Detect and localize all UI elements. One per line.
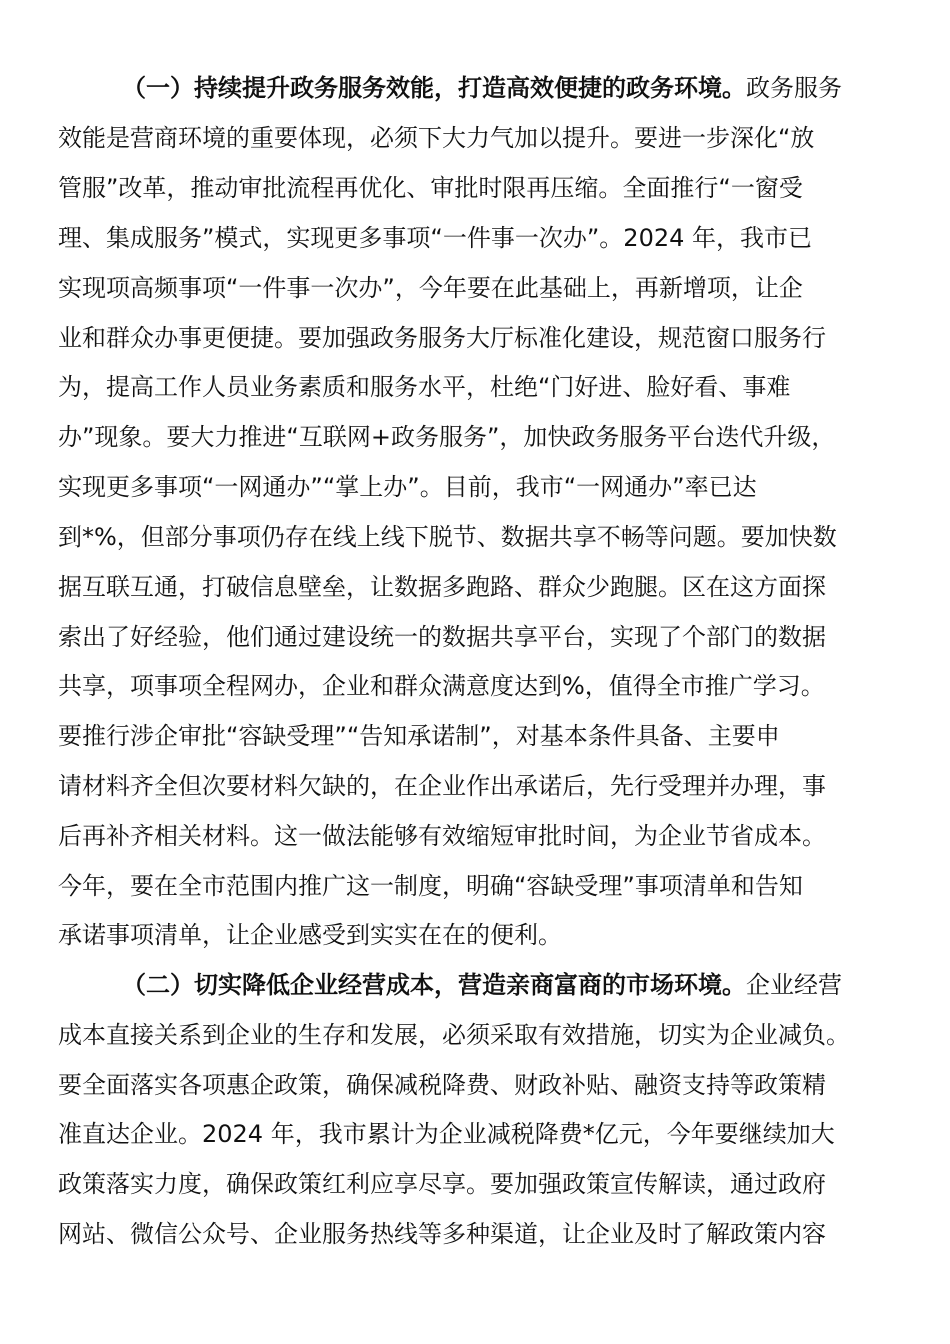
paragraph-line: 共享，项事项全程网办，企业和群众满意度达到%，值得全市推广学习。: [58, 672, 825, 700]
paragraph-line: 要全面落实各项惠企政策，确保减税降费、财政补贴、融资支持等政策精: [58, 1071, 826, 1099]
paragraph-line: 办”现象。要大力推进“互联网+政务服务”，加快政务服务平台迭代升级，: [58, 423, 836, 451]
paragraph-line: 管服”改革，推动审批流程再优化、审批时限再压缩。全面推行“一窗受: [58, 174, 803, 202]
paragraph-line: 实现更多事项“一网通办”“掌上办”。目前，我市“一网通办”率已达: [58, 473, 757, 501]
paragraph-line: 请材料齐全但次要材料欠缺的，在企业作出承诺后，先行受理并办理，事: [58, 772, 826, 800]
paragraph-text: 政务服务: [746, 74, 842, 102]
paragraph-text: 企业经营: [746, 971, 842, 999]
paragraph-line: 为，提高工作人员业务素质和服务水平，杜绝“门好进、脸好看、事难: [58, 373, 791, 401]
paragraph-line: 据互联互通，打破信息壁垒，让数据多跑路、群众少跑腿。区在这方面探: [58, 573, 826, 601]
paragraph-line: 网站、微信公众号、企业服务热线等多种渠道，让企业及时了解政策内容: [58, 1220, 826, 1248]
paragraph-line: 成本直接关系到企业的生存和发展，必须采取有效措施，切实为企业减负。: [58, 1021, 850, 1049]
section-heading: （一）持续提升政务服务效能，打造高效便捷的政务环境。: [122, 74, 746, 102]
paragraph-line: 实现项高频事项“一件事一次办”，今年要在此基础上，再新增项，让企: [58, 274, 803, 302]
paragraph-line: 理、集成服务”模式，实现更多事项“一件事一次办”。2024 年，我市已: [58, 224, 813, 252]
paragraph-line: 到*%，但部分事项仍存在线上线下脱节、数据共享不畅等问题。要加快数: [58, 523, 837, 551]
paragraph-line: 要推行涉企审批“容缺受理”“告知承诺制”，对基本条件具备、主要申: [58, 722, 780, 750]
paragraph-line: 索出了好经验，他们通过建设统一的数据共享平台，实现了个部门的数据: [58, 623, 826, 651]
paragraph-line: 业和群众办事更便捷。要加强政务服务大厅标准化建设，规范窗口服务行: [58, 324, 826, 352]
paragraph-line: 效能是营商环境的重要体现，必须下大力气加以提升。要进一步深化“放: [58, 124, 815, 152]
paragraph-line: 承诺事项清单，让企业感受到实实在在的便利。: [58, 921, 562, 949]
paragraph-line: 今年，要在全市范围内推广这一制度，明确“容缺受理”事项清单和告知: [58, 872, 803, 900]
paragraph-line: 准直达企业。2024 年，我市累计为企业减税降费*亿元，今年要继续加大: [58, 1120, 835, 1148]
paragraph-line: 后再补齐相关材料。这一做法能够有效缩短审批时间，为企业节省成本。: [58, 822, 826, 850]
paragraph-line: [122, 68, 842, 108]
paragraph-line: [122, 965, 842, 1005]
paragraph-line: 政策落实力度，确保政策红利应享尽享。要加强政策宣传解读，通过政府: [58, 1170, 826, 1198]
section-heading: （二）切实降低企业经营成本，营造亲商富商的市场环境。: [122, 971, 746, 999]
